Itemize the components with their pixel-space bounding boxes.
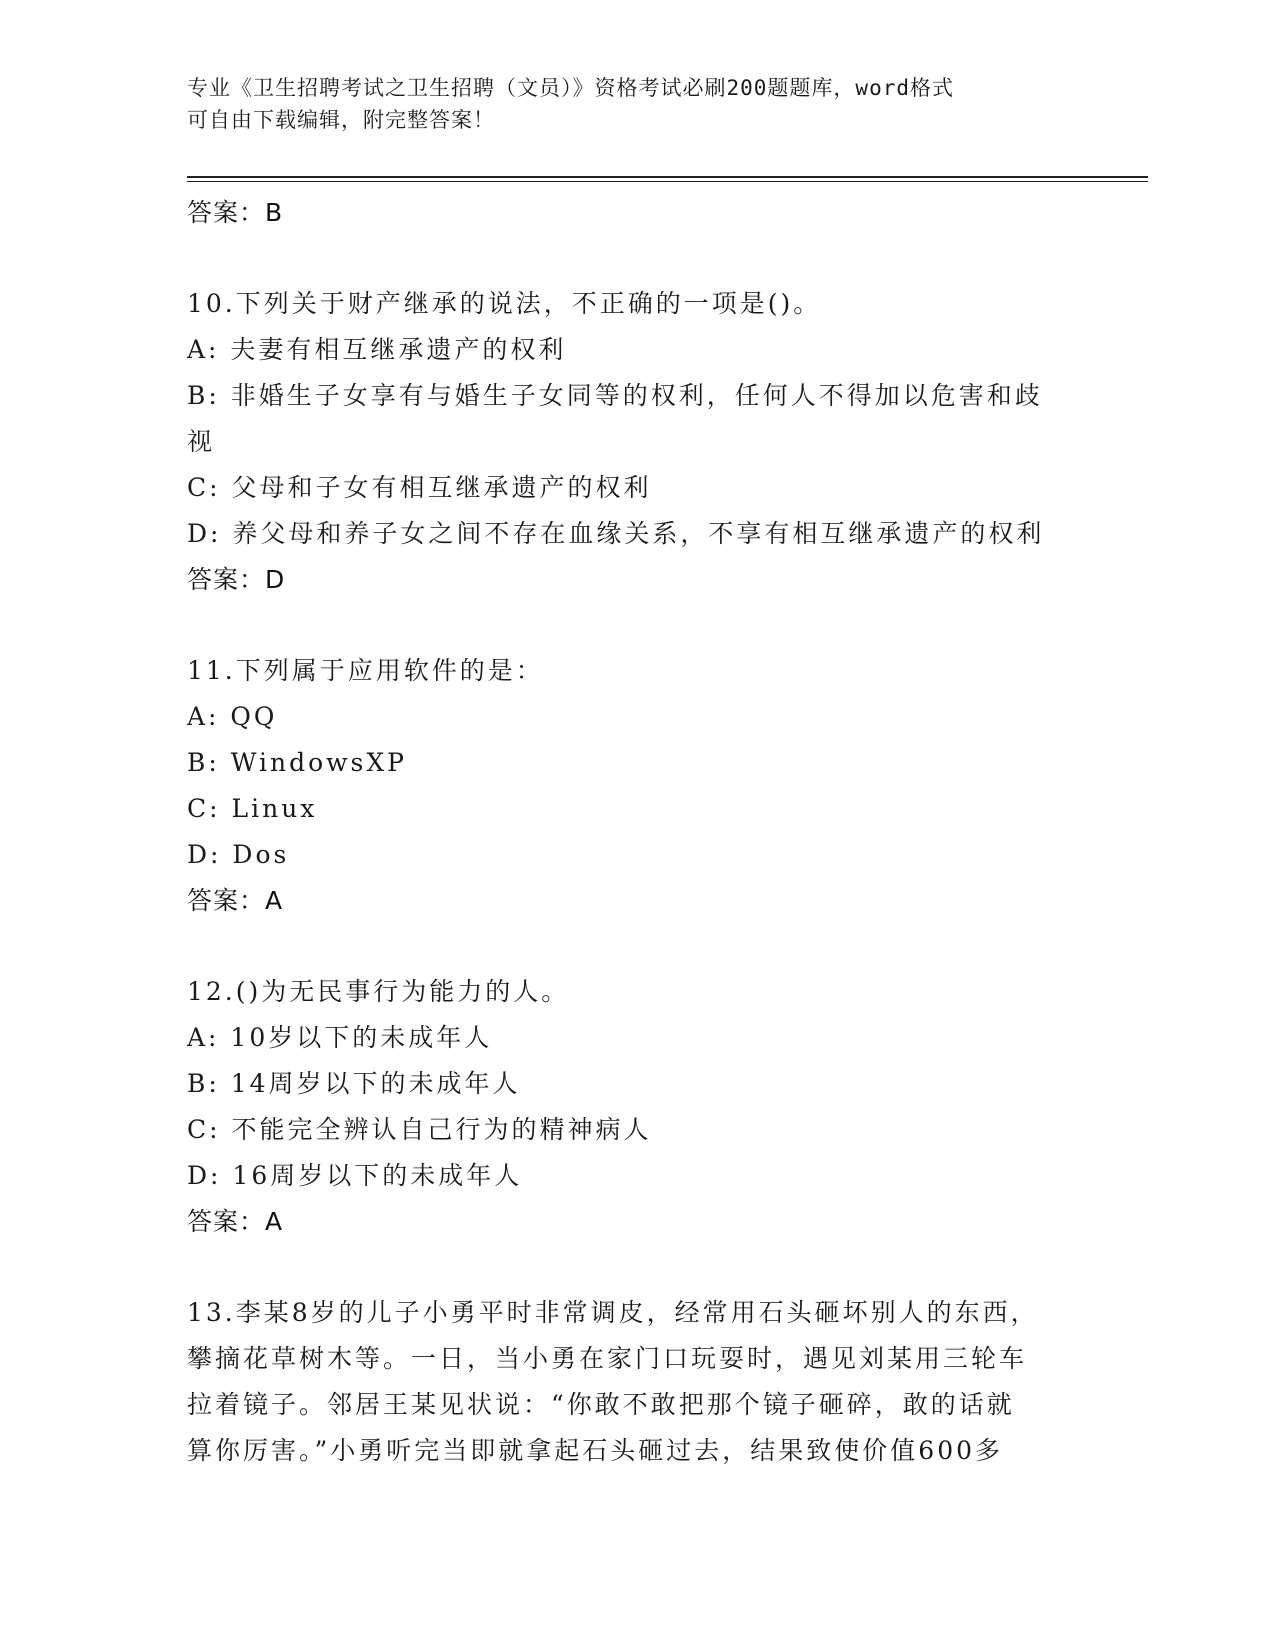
question-text: 12.()为无民事行为能力的人。 bbox=[187, 977, 570, 1006]
option-a: A: 10岁以下的未成年人 bbox=[187, 1023, 493, 1052]
question-block-11 bbox=[187, 648, 1087, 924]
question-text-line: 拉着镜子。邻居王某见状说：“你敢不敢把那个镜子砸碎，敢的话就 bbox=[187, 1390, 1015, 1419]
spacer bbox=[187, 603, 1087, 648]
option-b: B: 非婚生子女享有与婚生子女同等的权利，任何人不得加以危害和歧视 bbox=[187, 381, 1043, 456]
header-divider-thin bbox=[187, 181, 1148, 182]
answer-label: 答案：D bbox=[187, 565, 286, 594]
option-d: D: 养父母和养子女之间不存在血缘关系，不享有相互继承遗产的权利 bbox=[187, 519, 1045, 548]
spacer bbox=[187, 236, 1087, 281]
option-b: B: WindowsXP bbox=[187, 748, 407, 777]
answer-label: 答案：A bbox=[187, 886, 284, 915]
question-text-line: 算你厉害。”小勇听完当即就拿起石头砸过去，结果致使价值600多 bbox=[187, 1436, 1004, 1465]
option-c: C: Linux bbox=[187, 794, 318, 823]
answer-label: 答案：B bbox=[187, 198, 284, 227]
question-text: 11.下列属于应用软件的是： bbox=[187, 656, 544, 685]
document-header bbox=[187, 72, 1087, 136]
question-list bbox=[187, 190, 1087, 1474]
question-text: 10.下列关于财产继承的说法，不正确的一项是()。 bbox=[187, 289, 822, 318]
option-d: D: 16周岁以下的未成年人 bbox=[187, 1161, 523, 1190]
option-b: B: 14周岁以下的未成年人 bbox=[187, 1069, 521, 1098]
spacer bbox=[187, 1245, 1087, 1290]
question-text-line: 13.李某8岁的儿子小勇平时非常调皮，经常用石头砸坏别人的东西， bbox=[187, 1298, 1039, 1327]
header-line-2: 可自由下载编辑，附完整答案！ bbox=[187, 108, 495, 132]
option-c: C: 父母和子女有相互继承遗产的权利 bbox=[187, 473, 652, 502]
option-c: C: 不能完全辨认自己行为的精神病人 bbox=[187, 1115, 652, 1144]
question-block-10 bbox=[187, 281, 1087, 603]
question-block-12 bbox=[187, 969, 1087, 1245]
header-divider-thick bbox=[187, 176, 1148, 178]
question-text-line: 攀摘花草树木等。一日，当小勇在家门口玩耍时，遇见刘某用三轮车 bbox=[187, 1344, 1028, 1373]
option-a: A: QQ bbox=[187, 702, 278, 731]
header-line-1: 专业《卫生招聘考试之卫生招聘（文员）》资格考试必刷200题题库，word格式 bbox=[187, 76, 954, 100]
spacer bbox=[187, 924, 1087, 969]
question-block-13 bbox=[187, 1290, 1087, 1474]
answer-label: 答案：A bbox=[187, 1207, 284, 1236]
option-d: D: Dos bbox=[187, 840, 290, 869]
option-a: A: 夫妻有相互继承遗产的权利 bbox=[187, 335, 567, 364]
